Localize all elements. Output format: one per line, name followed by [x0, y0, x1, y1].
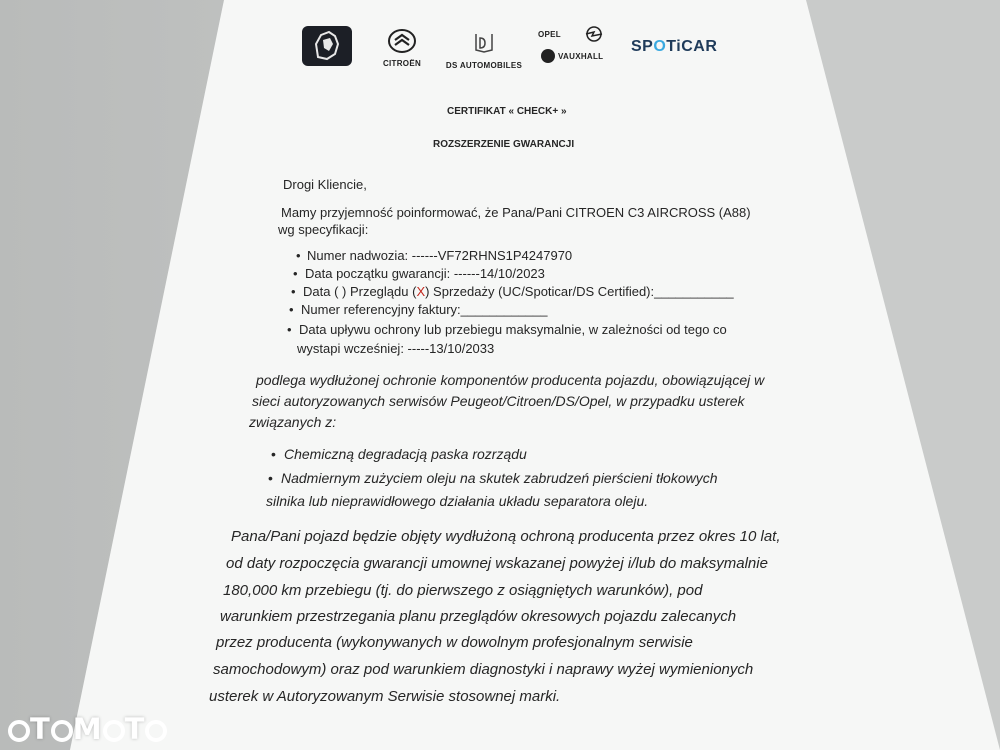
- watermark-o: [8, 720, 30, 742]
- spoticar-logo: SPOTiCAR: [631, 38, 718, 55]
- spoticar-pin-icon: O: [653, 38, 667, 55]
- closing-line: 180,000 km przebiegu (tj. do pierwszego z osiągniętych warunków), pod: [223, 582, 703, 599]
- fault-item-continued: silnika lub nieprawidłowego działania układu separatora oleju.: [266, 493, 649, 509]
- fault-item: Nadmiernym zużyciem oleju na skutek zabrudzeń pierścieni tłokowych: [281, 470, 718, 486]
- spec-item: Numer referencyjny faktury:____________: [301, 302, 548, 317]
- peugeot-lion-icon: [302, 26, 352, 66]
- intro-line-2: wg specyfikacji:: [278, 222, 369, 237]
- opel-vauxhall-logo: [534, 30, 614, 68]
- bullet: •: [268, 470, 273, 486]
- spec-item-continued: wystapi wcześniej: -----13/10/2033: [297, 341, 495, 356]
- closing-line: warunkiem przestrzegania planu przeglądów okresowych pojazdu zalecanych: [220, 608, 737, 625]
- bullet: •: [289, 302, 294, 317]
- spec-item: Data ( ) Przeglądu (X) Sprzedaży (UC/Spoticar/DS Certified):___________: [303, 284, 734, 299]
- certificate-title: CERTIFIKAT « CHECK+ »: [447, 106, 567, 117]
- watermark-o: [145, 720, 167, 742]
- bullet: •: [287, 322, 292, 337]
- ds-automobiles-logo: [444, 30, 524, 70]
- watermark-text: T: [30, 712, 51, 746]
- closing-line: usterek w Autoryzowanym Serwisie stosownej marki.: [209, 688, 561, 705]
- intro-line-1: Mamy przyjemność poinformować, że Pana/Pani CITROEN C3 AIRCROSS (A88): [281, 205, 751, 220]
- protection-line: podlega wydłużonej ochronie komponentów producenta pojazdu, obowiązującej w: [256, 372, 765, 388]
- closing-line: samochodowym) oraz pod warunkiem diagnostyki i naprawy wyżej wymienionych: [213, 661, 754, 678]
- bullet: •: [291, 284, 296, 299]
- citroen-wordmark: CITROËN: [382, 59, 422, 68]
- vauxhall-wordmark: VAUXHALL: [558, 52, 604, 61]
- opel-wordmark: OPEL: [538, 30, 561, 39]
- certificate-subtitle: ROZSZERZENIE GWARANCJI: [433, 139, 575, 150]
- greeting: Drogi Kliencie,: [283, 177, 367, 192]
- watermark-o: [103, 720, 125, 742]
- bullet: •: [296, 248, 301, 263]
- citroen-logo: [372, 28, 432, 70]
- citroen-chevrons-icon: [387, 28, 417, 54]
- protection-line: związanych z:: [249, 414, 337, 430]
- spec-item: Data początku gwarancji: ------14/10/2023: [305, 266, 545, 281]
- protection-line: sieci autoryzowanych serwisów Peugeot/Citroen/DS/Opel, w przypadku usterek: [252, 393, 745, 409]
- opel-blitz-icon: [584, 26, 604, 42]
- spec-item: Numer nadwozia: ------VF72RHNS1P4247970: [307, 248, 573, 263]
- vauxhall-griffin-icon: [540, 48, 556, 64]
- sales-check-mark: X: [416, 284, 426, 299]
- bullet: •: [293, 266, 298, 281]
- closing-line: Pana/Pani pojazd będzie objęty wydłużoną ochroną producenta przez okres 10 lat,: [231, 528, 781, 545]
- closing-line: przez producenta (wykonywanych w dowolnym profesjonalnym serwisie: [216, 634, 693, 651]
- watermark-text: T: [124, 712, 146, 746]
- ds-wordmark: DS AUTOMOBILES: [445, 61, 523, 70]
- fault-item: Chemiczną degradacją paska rozrządu: [284, 446, 527, 462]
- watermark-o: [51, 720, 73, 742]
- ds-logo-icon: [470, 30, 498, 56]
- bullet: •: [271, 446, 276, 462]
- spec-item: Data upływu ochrony lub przebiegu maksymalnie, w zależności od tego co: [299, 322, 727, 337]
- otomoto-watermark: [8, 712, 167, 746]
- closing-line: od daty rozpoczęcia gwarancji umownej wskazanej powyżej i/lub do maksymalnie: [226, 555, 768, 572]
- watermark-text: M: [72, 712, 103, 746]
